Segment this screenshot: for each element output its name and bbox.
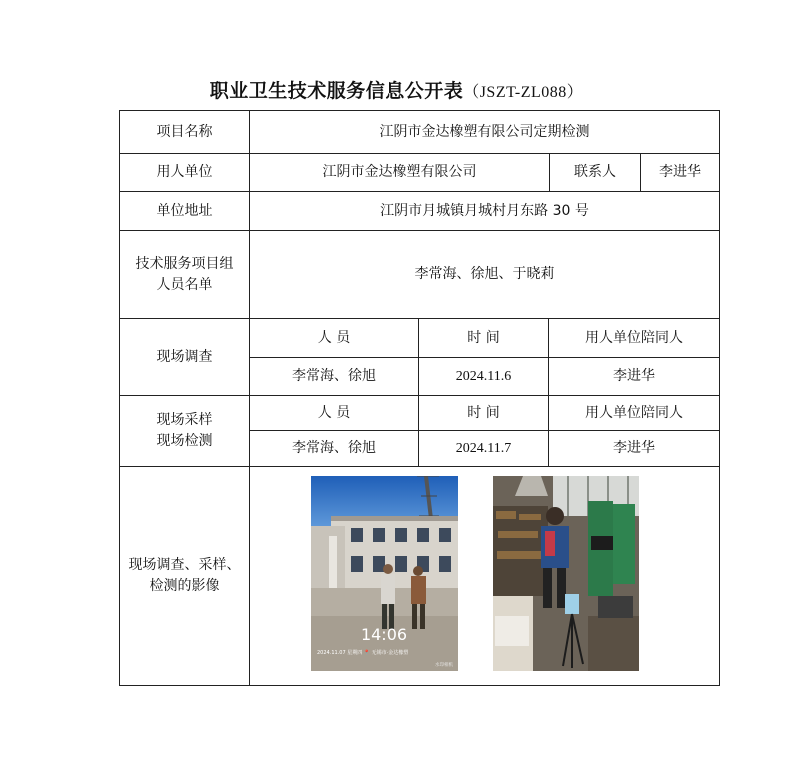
survey-person: 李常海、徐旭 <box>292 368 376 384</box>
team-label-line2: 人员名单 <box>156 276 213 293</box>
employer-value: 江阴市金达橡塑有限公司 <box>322 164 477 180</box>
sampling-person: 李常海、徐旭 <box>292 440 376 456</box>
photo-watermark: 水印相机 <box>435 663 453 668</box>
survey-header-escort: 用人单位陪同人 <box>585 329 683 346</box>
images-label <box>120 467 249 685</box>
address-label: 单位地址 <box>156 202 213 219</box>
project-name-value: 江阴市金达橡塑有限公司定期检测 <box>379 123 590 140</box>
sampling-label-line2: 现场检测 <box>156 433 213 449</box>
site-photo-outdoor <box>311 476 458 671</box>
survey-label: 现场调查 <box>156 348 213 365</box>
employer-label: 用人单位 <box>156 164 213 180</box>
survey-escort: 李进华 <box>613 368 655 384</box>
team-label-line1: 技术服务项目组 <box>135 255 234 272</box>
images-label-line2: 检测的影像 <box>149 578 220 594</box>
form-title <box>0 76 793 103</box>
sampling-label <box>120 396 249 466</box>
team-label <box>120 231 249 318</box>
survey-date: 2024.11.6 <box>455 369 512 384</box>
sampling-header-escort: 用人单位陪同人 <box>585 404 683 421</box>
contact-value: 李进华 <box>659 164 701 180</box>
project-name-label: 项目名称 <box>156 123 213 140</box>
images-label-line1: 现场调查、采样、 <box>128 557 241 573</box>
team-value: 李常海、徐旭、于晓莉 <box>414 266 555 282</box>
form-code: （JSZT-ZL088） <box>463 84 584 101</box>
form-title-main: 职业卫生技术服务信息公开表 <box>209 80 464 102</box>
contact-label: 联系人 <box>574 164 616 180</box>
sampling-date: 2024.11.7 <box>455 441 512 456</box>
outdoor-photo-illustration <box>311 476 458 671</box>
workshop-photo-illustration <box>493 476 639 671</box>
photo-clock: 14:06 <box>360 625 408 644</box>
survey-header-person: 人 员 <box>317 329 351 346</box>
sampling-header-time: 时 间 <box>467 404 500 421</box>
survey-header-time: 时 间 <box>467 329 500 346</box>
sampling-label-line1: 现场采样 <box>156 412 213 428</box>
address-value: 江阴市月城镇月城村月东路 30 号 <box>380 202 589 219</box>
sampling-header-person: 人 员 <box>317 404 351 421</box>
photo-caption: 2024.11.07 星期四 📍 无锡市·金达橡塑 <box>317 650 409 656</box>
sampling-escort: 李进华 <box>613 440 655 456</box>
site-photo-workshop <box>493 476 639 671</box>
